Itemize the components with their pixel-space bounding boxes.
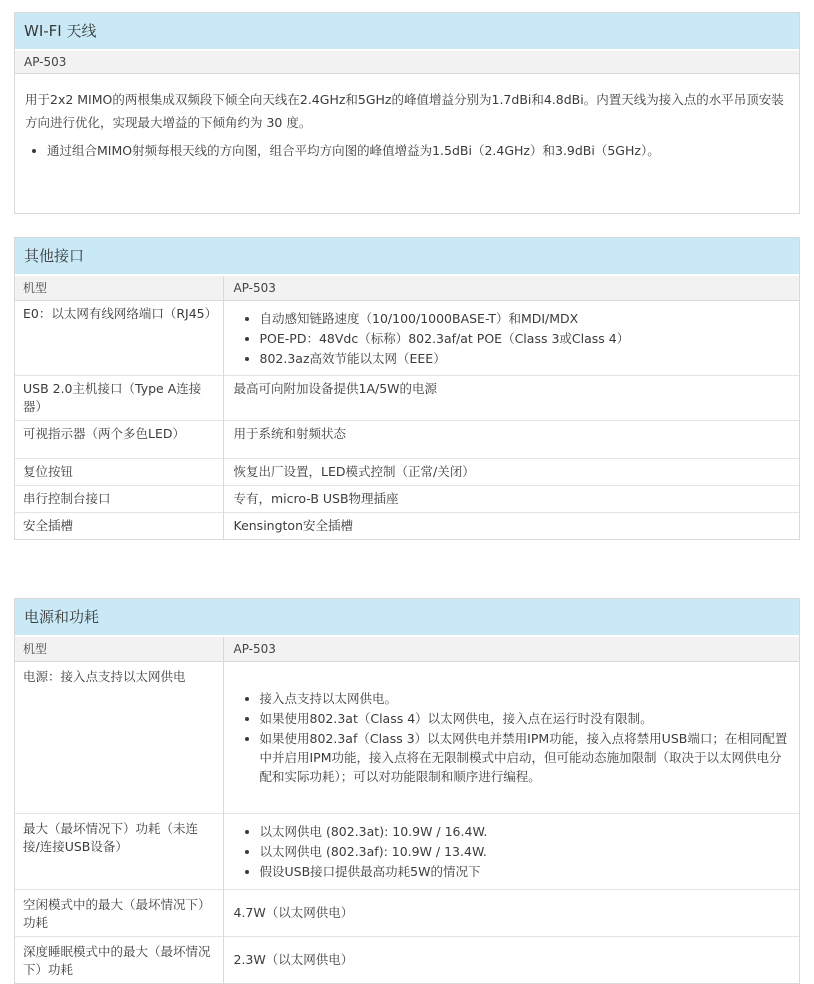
section-title: WI-FI 天线 (15, 13, 799, 51)
spec-text: 专有，micro-B USB物理插座 (233, 491, 399, 506)
bullet-list (234, 822, 792, 882)
table-header-row (15, 637, 799, 662)
spec-label: 可视指示器（两个多色LED） (15, 421, 223, 459)
bullet-item: • 802.3az高效节能以太网（EEE） (260, 348, 792, 368)
spec-table (15, 276, 799, 539)
bullet-item: • 接入点支持以太网供电。 (260, 689, 792, 709)
bullet-item: • 假设USB接口提供最高功耗5W的情况下 (260, 862, 792, 882)
table-row (15, 662, 799, 814)
bullet-list (234, 308, 792, 368)
model-column-header: 机型 (15, 276, 223, 301)
spec-text: 最高可向附加设备提供1A/5W的电源 (233, 381, 438, 396)
table-row (15, 890, 799, 937)
spec-value (223, 937, 799, 984)
table-header-row (15, 276, 799, 301)
section-other-interfaces (14, 237, 800, 540)
table-row (15, 486, 799, 513)
spec-label: USB 2.0主机接口（Type A连接器） (15, 376, 223, 421)
spec-table (15, 637, 799, 983)
spec-text: Kensington安全插槽 (233, 518, 354, 533)
table-row (15, 937, 799, 984)
section-body (15, 74, 799, 213)
section-title: 电源和功耗 (15, 599, 799, 637)
table-row (15, 376, 799, 421)
model-column-value: AP-503 (223, 637, 799, 662)
spec-label: 空闲模式中的最大（最坏情况下）功耗 (15, 890, 223, 937)
spec-label: E0：以太网有线网络端口（RJ45） (15, 301, 223, 376)
model-column-value: AP-503 (223, 276, 799, 301)
section-wifi-antenna (14, 12, 800, 214)
spec-value (223, 890, 799, 937)
spec-label: 深度睡眠模式中的最大（最坏情况下）功耗 (15, 937, 223, 984)
bullet-item: • 通过组合MIMO射频每根天线的方向图，组合平均方向图的峰值增益为1.5dBi（2.4GHz）和3.9dBi（5GHz）。 (47, 140, 789, 161)
model-row: AP-503 (15, 51, 799, 74)
table-row (15, 301, 799, 376)
bullet-item: • 如果使用802.3af（Class 3）以太网供电并禁用IPM功能，接入点将禁用USB端口；在相同配置中并启用IPM功能，接入点将在无限制模式中启动，但可能动态施加限制（取决于以太网供电分配和实际功耗）；可以对功能限制和顺序进行编程。 (260, 729, 792, 787)
spec-value (223, 301, 799, 376)
spec-label: 电源：接入点支持以太网供电 (15, 662, 223, 814)
bullet-item: • 如果使用802.3at（Class 4）以太网供电，接入点在运行时没有限制。 (260, 709, 792, 729)
spec-value (223, 662, 799, 814)
bullet-list (25, 140, 789, 161)
spec-label: 复位按钮 (15, 459, 223, 486)
spec-value (223, 376, 799, 421)
table-row (15, 459, 799, 486)
spec-value (223, 814, 799, 890)
bullet-item: • POE-PD：48Vdc（标称）802.3af/at POE（Class 3或Class 4） (260, 328, 792, 348)
table-row (15, 421, 799, 459)
spec-value (223, 513, 799, 540)
bullet-item: • 以太网供电 (802.3af): 10.9W / 13.4W. (260, 842, 792, 862)
bullet-item: • 以太网供电 (802.3at): 10.9W / 16.4W. (260, 822, 792, 842)
spec-text: 4.7W（以太网供电） (233, 905, 354, 920)
spec-text: 恢复出厂设置，LED模式控制（正常/关闭） (233, 464, 475, 479)
table-row (15, 513, 799, 540)
spec-text: 2.3W（以太网供电） (233, 952, 354, 967)
spec-label: 安全插槽 (15, 513, 223, 540)
spec-value (223, 421, 799, 459)
spec-label: 最大（最坏情况下）功耗（未连接/连接USB设备） (15, 814, 223, 890)
table-row (15, 814, 799, 890)
spec-label: 串行控制台接口 (15, 486, 223, 513)
bullet-list (234, 689, 792, 787)
model-column-header: 机型 (15, 637, 223, 662)
spec-text: 用于系统和射频状态 (233, 426, 347, 441)
section-title: 其他接口 (15, 238, 799, 276)
antenna-description: 用于2x2 MIMO的两根集成双频段下倾全向天线在2.4GHz和5GHz的峰值增益分别为1.7dBi和4.8dBi。内置天线为接入点的水平吊顶安装方向进行优化，实现最大增益的下倾角约为 30 度。 (25, 92, 784, 130)
spec-value (223, 459, 799, 486)
section-power-consumption (14, 598, 800, 984)
bullet-item: • 自动感知链路速度（10/100/1000BASE-T）和MDI/MDX (260, 308, 792, 328)
spec-value (223, 486, 799, 513)
